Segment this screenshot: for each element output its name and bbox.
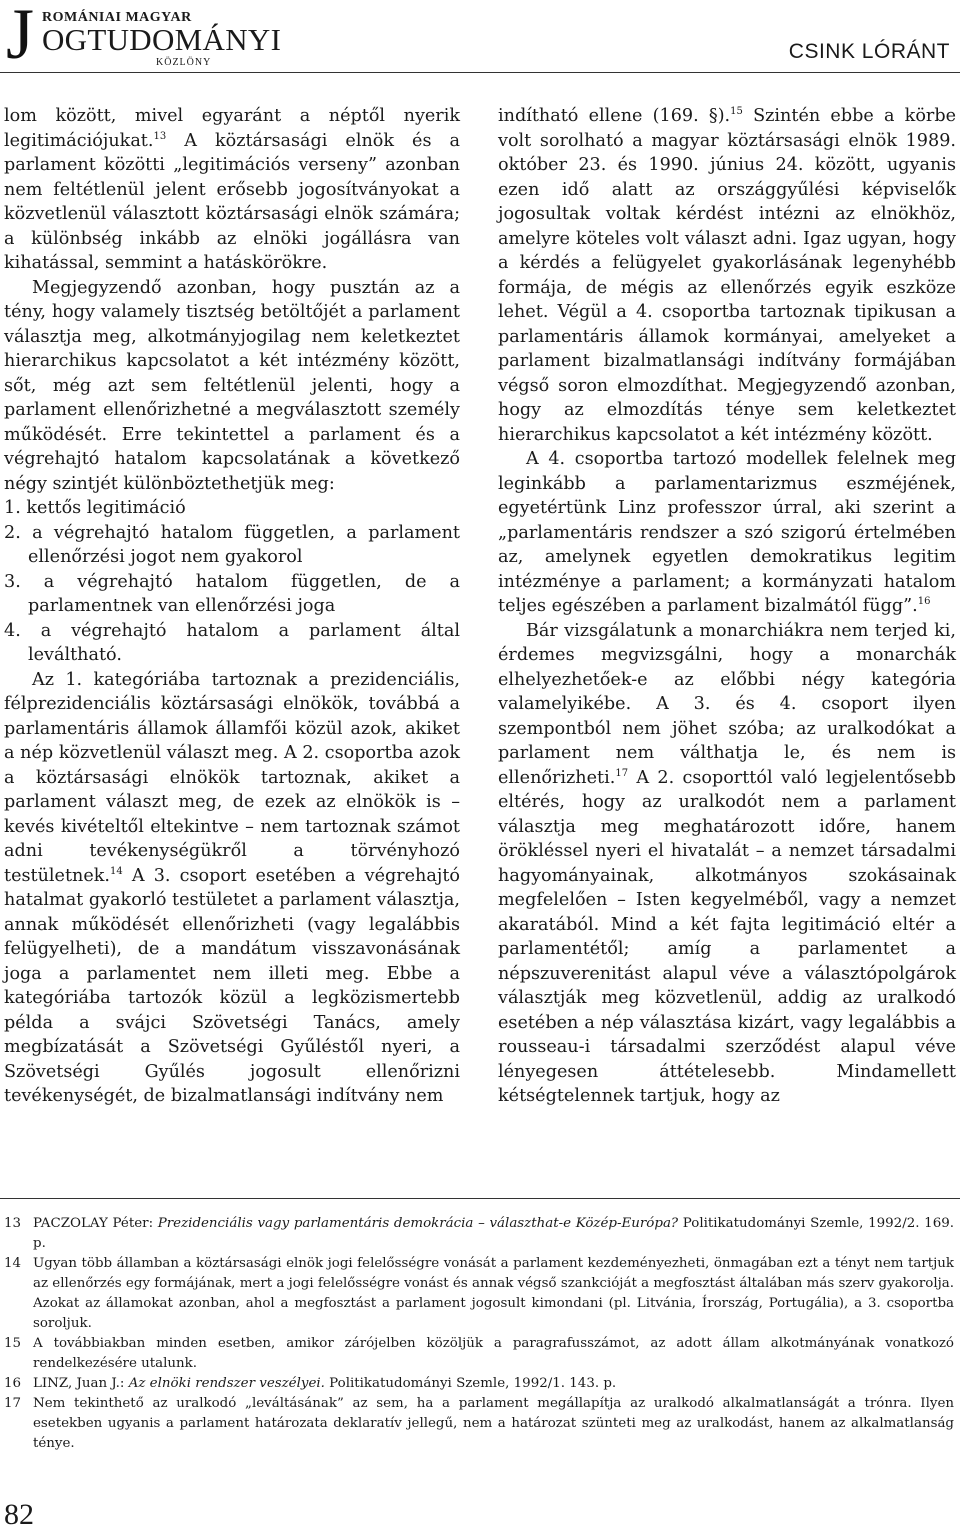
list-item: 2. a végrehajtó hatalom független, a parlament ellenőrzési jogot nem gyakorol <box>4 522 460 567</box>
right-column <box>498 104 956 1109</box>
masthead-main-line: OGTUDOMÁNYI <box>42 22 282 57</box>
footnote-ref: 13 <box>153 130 167 142</box>
footnote-ref: 17 <box>615 767 629 779</box>
paragraph: Bár vizsgálatunk a monarchiákra nem terjed ki, érdemes megvizsgálni, hogy a monarchák elhelyezhetőek-e az előbbi négy kategória valamelyikébe. A 3. és 4. csoport ilyen szempontból nem jöhet szóba; az uralkodókat a parlament nem válthatja le, és nem is ellenőrizheti.$^{17}$ A 2. csoporttól való legjelentősebb eltérés, hogy az uralkodót nem a parlament választja meg meghatározott időre, hanem örökléssel nyeri el hivatalát – a nemzet társadalmi hagyományainak, alkotmányos szokásainak megfelelően – Isten kegyelméből, vagy a nemzet akaratából. Mind a két fajta legitimáció eltér a parlamentétől; amíg a parlamentet a népszuverenitást alapul véve a választópolgárok választják meg közvetlenül, addig az uralkodó esetében a nép választása kizárt, vagy legalábbis a rousseau-i társadalmi szerződést alapul véve lényegesen áttételesebb. Mindamellett kétségtelennek tartjuk, hogy az <box>498 620 956 1106</box>
footnote-rule <box>0 1198 960 1199</box>
paragraph: Megjegyzendő azonban, hogy pusztán az a tény, hogy valamely tisztség betöltőjét a parlament választja meg, alkotmányjogilag nem keletkeztet hierarchikus kapcsolatot a két intézmény között, sőt, még azt sem feltétlenül jelenti, hogy a parlament ellenőrizhetné a megválasztott személy működését. Erre tekintettel a parlament és a végrehajtó hatalom kapcsolatának a következő négy szintjét különböztethetjük meg: <box>4 277 460 494</box>
paragraph: lom között, mivel egyaránt a néptől nyerik legitimációjukat.$^{13}$ A köztársasági elnök és a parlament közötti „legitimációs verseny” azonban nem feltétlenül jelent erősebb jogosítványokat a közvetlenül választott köztársasági elnök számára; a különbség inkább az elnöki jogállásra van kihatással, semmint a hatáskörökre. <box>4 106 460 273</box>
running-header-author: CSINK LÓRÁNT <box>788 40 950 63</box>
footnotes <box>4 1214 954 1454</box>
footnote-ref: 16 <box>917 596 931 607</box>
paragraph: Az 1. kategóriába tartoznak a prezidenciális, félprezidenciális köztársasági elnökök, továbbá a parlamentáris államok államfői közül azok, akiket a nép közvetlenül választ meg. A 2. csoportba azok a köztársasági elnökök tartoznak, akiket a parlament választ meg, de ezek az elnökök is – kevés kivételtől eltekintve – nem tartoznak számot adni tevékenységükről a törvényhozó testületnek.$^{14}$ A 3. csoport esetében a végrehajtó hatalmat gyakorló testületet a parlament választja, annak működését ellenőrizheti (vagy legalábbis felügyelheti), de a mandátum visszavonásának joga a parlamentet nem illeti meg. Ebbe a kategóriába tartozók közül a legközismertebb példa a svájci Szövetségi Tanács, amely megbízatását a Szövetségi Gyűléstől nyeri, a Szövetségi Gyűlés jogosult ellenőrizni tevékenységét, de bizalmatlansági indítvány nem <box>4 669 461 1106</box>
paragraph: A 4. csoportba tartozó modellek felelnek meg leginkább a parlamentarizmus eszméjének, egyetértünk Linz professzor úrral, aki szerint a „parlamentáris rendszer a szó szigorú értelmében az, amelynek egyetlen demokratikus legitim intézménye a parlament; a kormányzati hatalom teljes egészében a parlament bizalmától függ”.$^{16}$ <box>498 449 956 616</box>
footnote: 17 Nem tekinthető az uralkodó „leváltásának” az sem, ha a parlament megállapítja az uralkodó alkalmatlanságát a trónra. Ilyen esetekben ugyanis a parlament határozata deklaratív jellegű, nem a határozat szünteti meg az uralkodást, hanem az alkalmatlanság ténye. <box>4 1396 954 1451</box>
footnote-number: 16 <box>4 1376 22 1391</box>
footnote-ref: 15 <box>730 106 743 117</box>
masthead-top-line: ROMÁNIAI MAGYAR <box>42 10 192 25</box>
footnote-ref: 14 <box>110 865 123 877</box>
masthead-bottom-line: KÖZLÖNY <box>156 57 212 68</box>
footnote: 15 A továbbiakban minden esetben, amikor zárójelben közöljük a paragrafusszámot, az adott állam alkotmányának vonatkozó rendelkezésére utalunk. <box>4 1336 954 1371</box>
paragraph: indítható ellene (169. §).$^{15}$ Szintén ebbe a körbe volt sorolható a magyar köztársasági elnök 1989. október 23. és 1990. június 24. között, ugyanis ezen idő alatt az országgyűlési képviselők jogosultak voltak kérdést intézni az elnökhöz, amelyre köteles volt választ adni. Igaz ugyan, hogy a kérdés a felügyelet gyakorlásának legenyhébb formája, de mégis az ellenőrzés egyik eszköze lehet. Végül a 4. csoportba tartoznak tipikusan a parlamentáris államok kormányai, amelyeket a parlament bizalmatlansági indítvány formájában végső soron elmozdíthat. Megjegyzendő azonban, hogy az elmozdítás ténye sem keletkeztet hierarchikus kapcsolatot a két intézmény között. <box>498 106 957 445</box>
page-number: 82 <box>4 1498 34 1531</box>
journal-masthead-logo <box>6 0 282 74</box>
footnote-number: 13 <box>4 1216 22 1231</box>
footnote-number: 17 <box>4 1396 22 1411</box>
list-item: 1. kettős legitimáció <box>4 498 186 518</box>
left-column <box>4 104 460 1109</box>
footnote: 14 Ugyan több államban a köztársasági elnök jogi felelősségre vonását a parlament kezdeményezheti, önmagában ezt a tényt nem tartjuk az ellenőrzés egy formájának, mert a jogi felelősségre vonást és annak végső szankcióját a megfosztást általában más szerv gyakorolja. Azokat az államokat azonban, ahol a megfosztást a parlament jogosult kimondani (pl. Litvánia, Írország, Portugália), a 3. csoportba soroljuk. <box>4 1256 954 1331</box>
header-rule <box>0 72 960 73</box>
footnote: 13 PACZOLAY Péter: Prezidenciális vagy parlamentáris demokrácia – választhat-e Közép-Európa? Politikatudományi Szemle, 1992/2. 169. p. <box>4 1216 954 1251</box>
levels-list <box>4 496 460 668</box>
footnote-number: 15 <box>4 1336 22 1351</box>
list-item: 4. a végrehajtó hatalom a parlament által leváltható. <box>4 620 460 665</box>
footnote-number: 14 <box>4 1256 22 1271</box>
list-item: 3. a végrehajtó hatalom független, de a parlamentnek van ellenőrzési joga <box>4 571 460 616</box>
masthead-initial: J <box>6 0 35 74</box>
footnote: 16 LINZ, Juan J.: Az elnöki rendszer veszélyei. Politikatudományi Szemle, 1992/1. 143. p. <box>4 1374 954 1394</box>
